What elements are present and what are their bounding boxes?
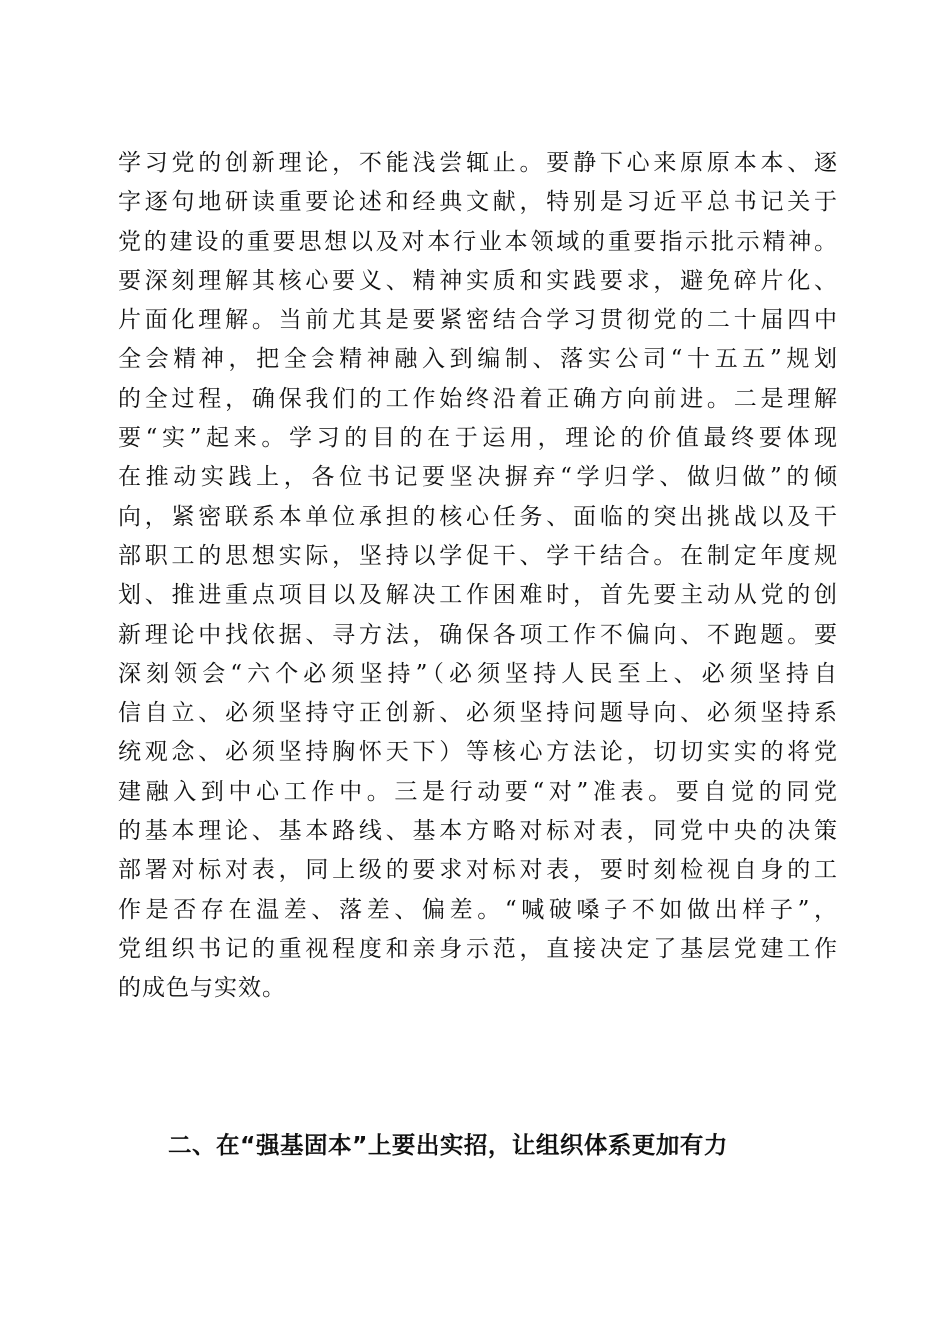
text-line: 新理论中找依据、寻方法，确保各项工作不偏向、不跑题。要 [118, 621, 838, 648]
text-line: 要深刻理解其核心要义、精神实质和实践要求，避免碎片化、 [118, 267, 838, 294]
text-line: 党组织书记的重视程度和亲身示范，直接决定了基层党建工作 [118, 935, 838, 962]
text-line: 的全过程，确保我们的工作始终沿着正确方向前进。二是理解 [118, 385, 838, 412]
text-line: 统观念、必须坚持胸怀天下）等核心方法论，切切实实的将党 [118, 739, 838, 766]
text-line: 作是否存在温差、落差、偏差。“喊破嗓子不如做出样子”， [118, 896, 838, 923]
text-line: 片面化理解。当前尤其是要紧密结合学习贯彻党的二十届四中 [118, 307, 838, 334]
text-line: 信自立、必须坚持守正创新、必须坚持问题导向、必须坚持系 [118, 700, 838, 727]
text-line: 要“实”起来。学习的目的在于运用，理论的价值最终要体现 [118, 425, 838, 452]
text-line: 建融入到中心工作中。三是行动要“对”准表。要自觉的同党 [118, 778, 838, 805]
text-line: 部署对标对表，同上级的要求对标对表，要时刻检视自身的工 [118, 857, 838, 884]
text-line: 划、推进重点项目以及解决工作困难时，首先要主动从党的创 [118, 582, 838, 609]
text-line: 的成色与实效。 [118, 975, 286, 1002]
section-heading: 二、在“强基固本”上要出实招，让组织体系更加有力 [168, 1131, 728, 1159]
text-line: 党的建设的重要思想以及对本行业本领域的重要指示批示精神。 [118, 228, 838, 255]
text-line: 深刻领会“六个必须坚持”（必须坚持人民至上、必须坚持自 [118, 660, 838, 687]
text-line: 的基本理论、基本路线、基本方略对标对表，同党中央的决策 [118, 818, 838, 845]
text-line: 向，紧密联系本单位承担的核心任务、面临的突出挑战以及干 [118, 503, 838, 530]
text-line: 字逐句地研读重要论述和经典文献，特别是习近平总书记关于 [118, 189, 838, 216]
text-line: 学习党的创新理论，不能浅尝辄止。要静下心来原原本本、逐 [118, 150, 838, 176]
text-line: 全会精神，把全会精神融入到编制、落实公司“十五五”规划 [118, 346, 838, 373]
text-line: 部职工的思想实际，坚持以学促干、学干结合。在制定年度规 [118, 542, 838, 569]
body-paragraph [118, 144, 838, 1009]
text-line: 在推动实践上，各位书记要坚决摒弃“学归学、做归做”的倾 [118, 464, 838, 491]
